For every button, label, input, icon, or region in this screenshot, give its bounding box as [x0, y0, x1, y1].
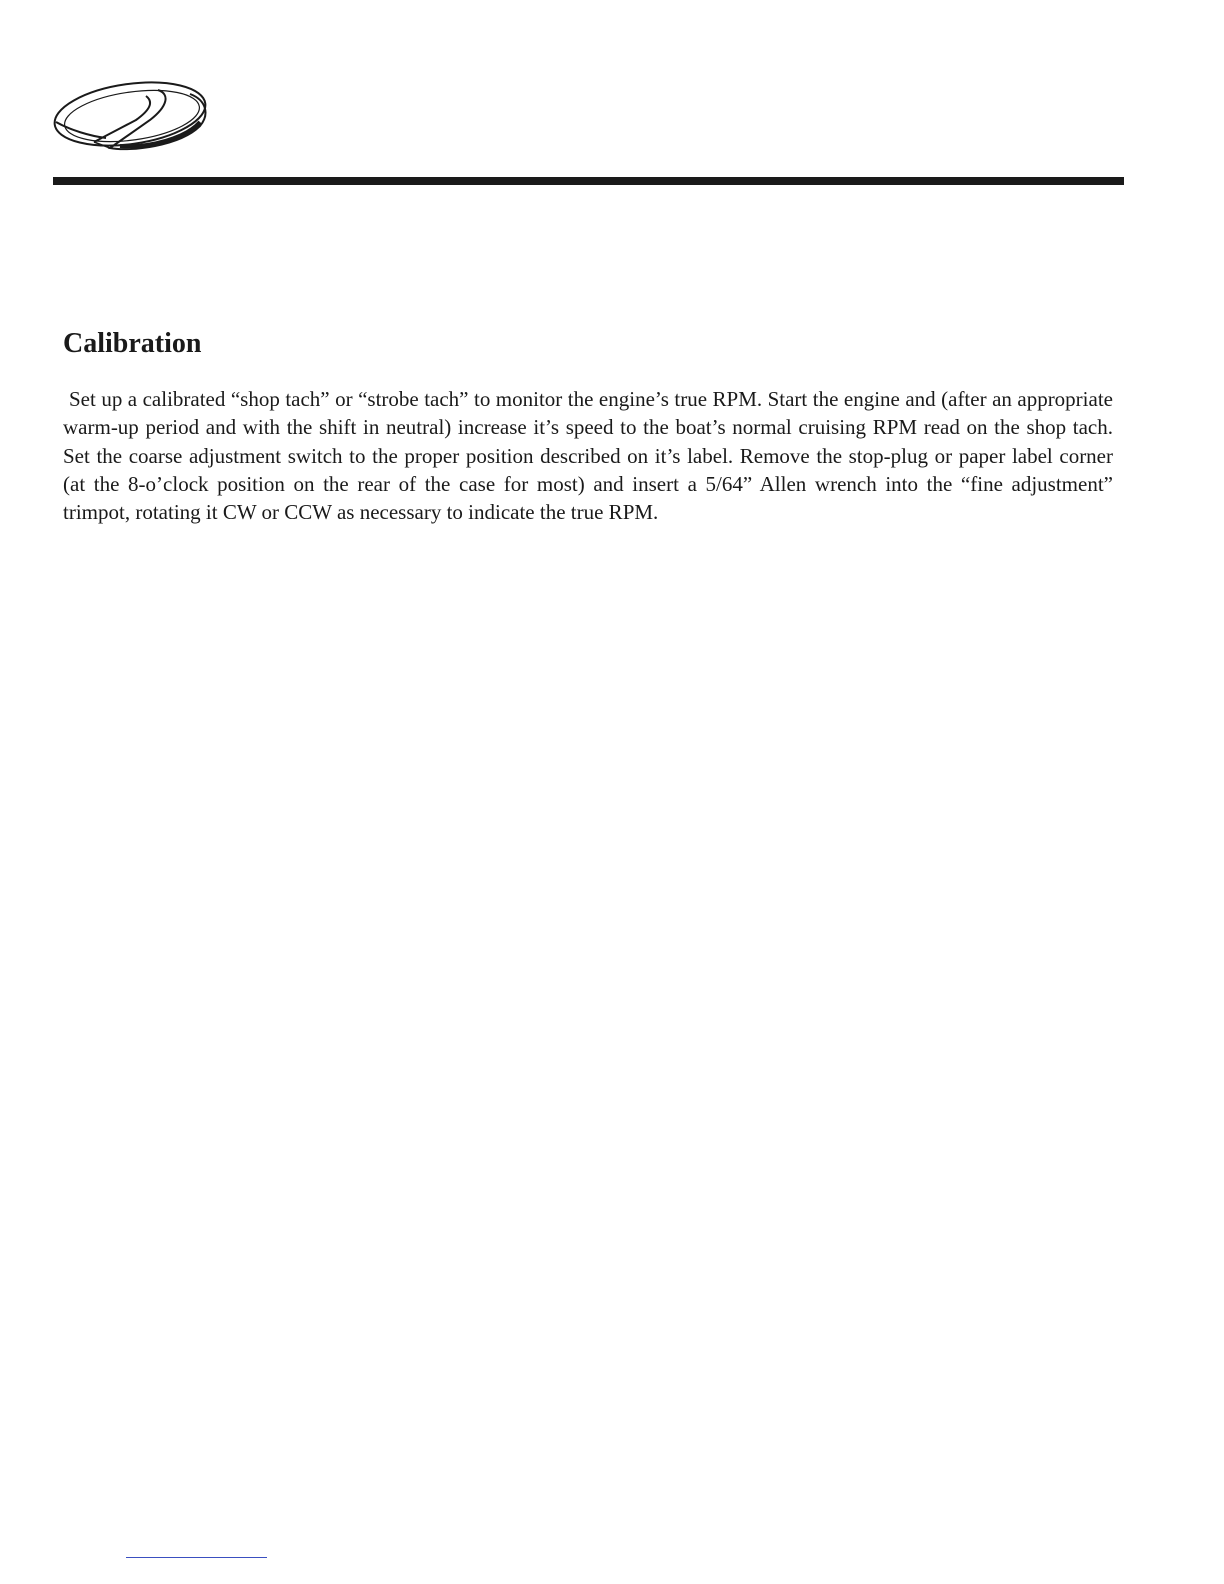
header-rule [53, 177, 1124, 185]
footer-rule [126, 1557, 267, 1558]
section-title: Calibration [63, 328, 202, 359]
calibration-instructions: Set up a calibrated “shop tach” or “strobe tach” to monitor the engine’s true RPM. Start the engine and (after an appropriate warm-up period and with the shift in neutral) increase it’s speed to the boat’s normal cruising RPM read on the shop tach. Set the coarse adjustment switch to the proper position described on it’s label. Remove the stop-plug or paper label corner (at the 8-o’clock position on the rear of the case for most) and insert a 5/64” Allen wrench into the “fine adjustment” trimpot, rotating it CW or CCW as necessary to indicate the true RPM. [63, 387, 1113, 525]
swoosh-logo-icon [50, 76, 216, 158]
